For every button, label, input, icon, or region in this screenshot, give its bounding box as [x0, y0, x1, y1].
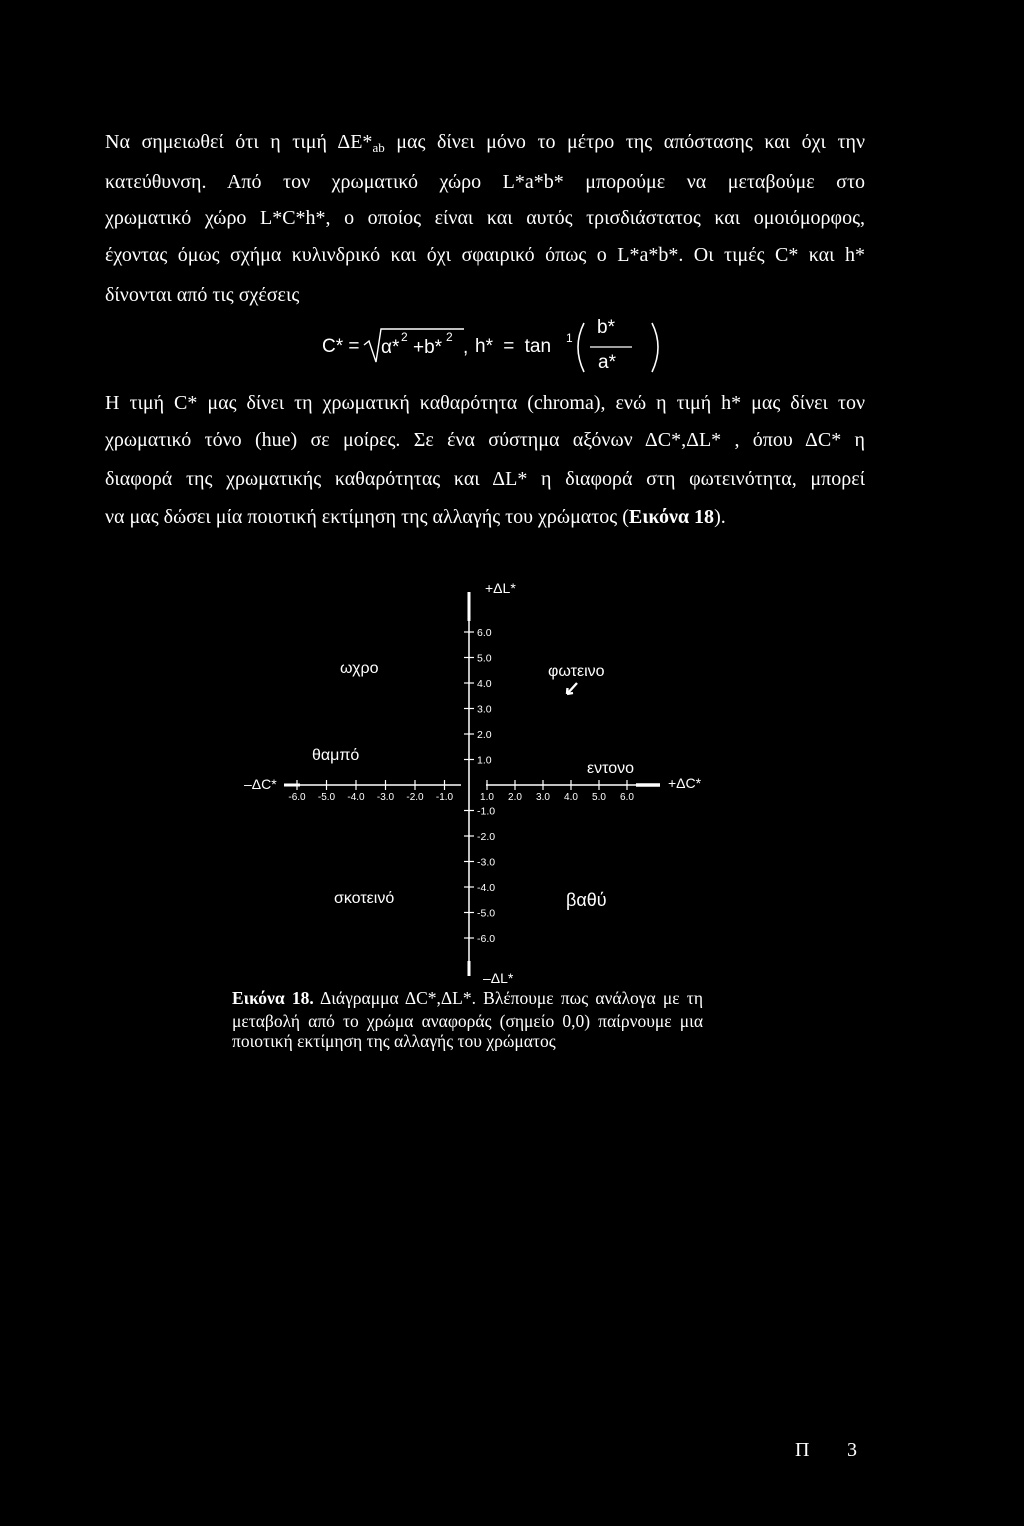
y-tick-label: -3.0 [477, 856, 496, 869]
x-tick-label: -6.0 [288, 792, 306, 803]
paragraph-2-line-1 [105, 391, 865, 415]
fraction-numerator: b* [597, 317, 615, 338]
y-tick-label: -2.0 [477, 831, 496, 843]
axis-label-plus-delta-l: +ΔL* [485, 580, 516, 596]
radicand-term-2: +b* [413, 337, 443, 358]
x-tick-label: -3.0 [376, 792, 395, 803]
y-tick-label: -4.0 [477, 882, 496, 894]
page-number-prefix: Π [795, 1439, 810, 1461]
page-number: 3 [847, 1439, 857, 1461]
text-run: Να σημειωθεί ότι η τιμή ΔΕ* [105, 131, 373, 153]
quadrant-label-upper-right: φωτεινο [548, 663, 605, 680]
radicand-term-1: α* [381, 337, 400, 358]
paragraph-1-line-1 [105, 130, 865, 160]
quadrant-label-upper-left: ωχρο [340, 660, 379, 677]
arrow-mark-icon [567, 683, 577, 694]
text-run: μας δίνει μόνο το μέτρο της απόστασης και όχι την [384, 131, 865, 153]
radicand-exponent-1: 2 [401, 330, 408, 344]
text-run: κατεύθυνση. Από τον χρωματικό χώρο L*a*b* μπορούμε να μεταβούμε στο [105, 171, 865, 193]
text-run: ποιοτική εκτίμηση της αλλαγής του χρώματος [232, 1031, 556, 1051]
figure-reference: Εικόνα 18 [628, 506, 715, 528]
x-tick-label: 6.0 [620, 792, 634, 803]
x-tick-label: 2.0 [508, 792, 522, 803]
y-tick-label: 6.0 [477, 627, 492, 639]
paragraph-1-line-4 [105, 243, 865, 267]
axis-label-minus-delta-l: –ΔL* [483, 970, 514, 986]
x-tick-label: 1.0 [480, 792, 494, 803]
chroma-lhs: C* = [322, 336, 360, 357]
figure-caption-line-1 [232, 988, 703, 1008]
y-tick-label: 1.0 [477, 754, 492, 767]
fraction-denominator: a* [598, 352, 616, 373]
y-tick-label: 2.0 [477, 729, 492, 741]
x-ticks [288, 780, 634, 803]
axis-label-minus-delta-c: –ΔC* [244, 776, 277, 792]
y-tick-label: 5.0 [477, 652, 492, 665]
x-tick-label: 5.0 [592, 792, 606, 803]
axis-label-plus-delta-c: +ΔC* [668, 775, 702, 791]
text-run: δίνονται από τις σχέσεις [105, 284, 300, 306]
y-tick-label: -6.0 [477, 933, 496, 945]
left-parenthesis [578, 323, 584, 372]
text-run: διαφορά της χρωματικής καθαρότητας και ΔL* η διαφορά στη φωτεινότητα, μπορεί [105, 468, 865, 490]
hue-exponent: 1 [566, 331, 573, 345]
quadrant-label-lower-right: βαθύ [566, 890, 607, 910]
y-tick-label: 3.0 [477, 703, 492, 716]
x-tick-label: 3.0 [536, 792, 550, 803]
paragraph-2-line-4 [105, 505, 865, 529]
quadrant-label-lower-left: σκοτεινό [334, 890, 395, 907]
y-ticks [464, 627, 495, 945]
text-run: να μας δώσει μία ποιοτική εκτίμηση της αλλαγής του χρώματος ( [105, 506, 629, 528]
y-tick-label: 4.0 [477, 678, 492, 690]
subscript-ab: ab [372, 140, 385, 155]
axes [284, 592, 660, 976]
text-run: μεταβολή από το χρώμα αναφοράς (σημείο 0,0) παίρνουμε μια [232, 1011, 703, 1031]
hue-lhs: h* = tan [475, 336, 552, 357]
x-tick-label: -5.0 [317, 792, 336, 803]
figure-caption-line-3 [232, 1031, 556, 1051]
formula-separator: , [463, 337, 469, 358]
y-tick-label: -1.0 [477, 805, 496, 818]
paragraph-1-line-5 [105, 283, 865, 307]
text-run: έχοντας όμως σχήμα κυλινδρικό και όχι σφαιρικό όπως ο L*a*b*. Οι τιμές C* και h* [105, 244, 865, 266]
x-tick-label: -4.0 [347, 792, 365, 803]
x-tick-label: -2.0 [406, 792, 424, 803]
text-run: Η τιμή C* μας δίνει τη χρωματική καθαρότητα (chroma), ενώ η τιμή h* μας δίνει τον [105, 392, 865, 414]
right-parenthesis [652, 323, 658, 372]
paragraph-1-line-2 [105, 170, 865, 194]
text-run: χρωματικό χώρο L*C*h*, ο οποίος είναι και αυτός τρισδιάστατος και ομοιόμορφος, [105, 207, 865, 229]
radicand-exponent-2: 2 [446, 330, 453, 344]
text-run: ). [714, 506, 726, 528]
quadrant-label-right-near-axis: εντονο [587, 760, 635, 777]
text-run: Διάγραμμα ΔC*,ΔL*. Βλέπουμε πως ανάλογα με τη [313, 988, 703, 1008]
paragraph-1-line-3 [105, 206, 865, 230]
text-run: χρωματικό τόνο (hue) σε μοίρες. Σε ένα σύστημα αξόνων ΔC*,ΔL* , όπου ΔC* η [105, 429, 865, 451]
caption-label: Εικόνα 18. [232, 988, 314, 1008]
paragraph-2-line-2 [105, 428, 865, 452]
x-tick-label: 4.0 [564, 792, 578, 803]
y-tick-label: -5.0 [477, 907, 496, 920]
delta-c-delta-l-diagram [244, 580, 702, 986]
paragraph-2-line-3 [105, 467, 865, 491]
quadrant-label-left-near-axis: θαμπό [312, 747, 360, 764]
figure-caption-line-2 [232, 1011, 703, 1031]
x-tick-label: -1.0 [435, 792, 454, 803]
